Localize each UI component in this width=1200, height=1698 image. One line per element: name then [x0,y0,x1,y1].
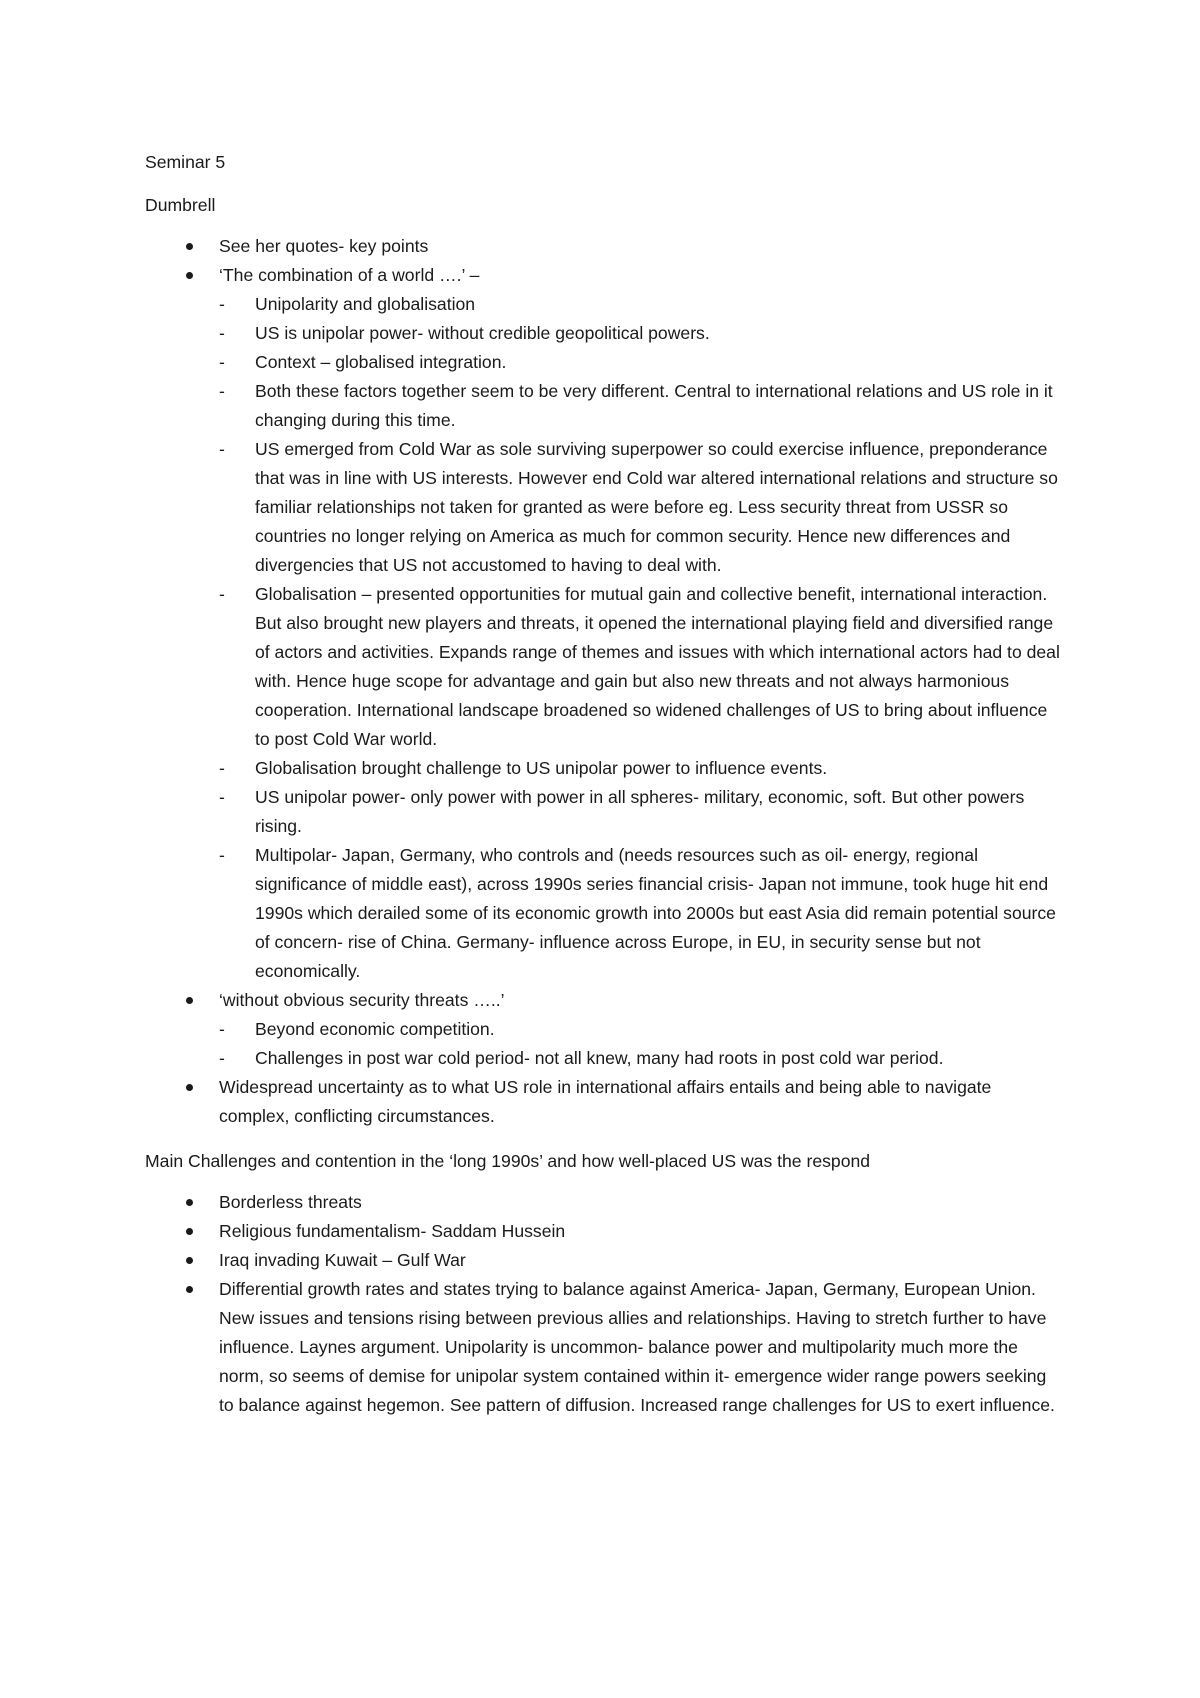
dash-item [219,377,1065,435]
dash-item [219,841,1065,986]
document-subtitle: Dumbrell [145,195,216,215]
bullet-item [145,986,1065,1073]
bullet-item [145,232,1065,261]
bullet-text: Religious fundamentalism- Saddam Hussein [219,1221,566,1241]
dash-marker: - [219,1019,225,1039]
dash-text: US emerged from Cold War as sole surviving superpower so could exercise influence, preponderance that was in line with US interests. However end Cold war altered international relations and structure so familiar relationships not taken for granted as were before eg. Less security threat from USSR so countries no longer relying on America as much for common security. Hence new differences and divergencies that US not accustomed to having to deal with. [255,439,1058,575]
dash-text: Context – globalised integration. [255,352,507,372]
dash-marker: - [219,323,225,343]
bullet-dot-icon [186,1199,193,1206]
dash-marker: - [219,758,225,778]
section2-heading: Main Challenges and contention in the ‘long 1990s’ and how well-placed US was the respond [145,1151,871,1171]
bullet-dot-icon [186,997,193,1004]
dash-marker: - [219,584,225,604]
dash-sublist [219,1015,1065,1073]
dash-marker: - [219,1048,225,1068]
dash-text: Unipolarity and globalisation [255,294,476,314]
document-body [145,148,1065,1436]
dash-marker: - [219,439,225,459]
bullet-dot-icon [186,1286,193,1293]
dash-item [219,1015,1065,1044]
bullet-dot-icon [186,1228,193,1235]
section1-bullet-list [145,232,1065,1131]
dash-text: Both these factors together seem to be very different. Central to international relations and US role in it changing during this time. [255,381,1053,430]
bullet-text: ‘without obvious security threats …..’ [219,990,505,1010]
dash-item [219,1044,1065,1073]
dash-item [219,348,1065,377]
bullet-text: See her quotes- key points [219,236,429,256]
dash-marker: - [219,845,225,865]
dash-marker: - [219,352,225,372]
dash-sublist [219,290,1065,986]
dash-text: US is unipolar power- without credible geopolitical powers. [255,323,710,343]
dash-text: Globalisation brought challenge to US unipolar power to influence events. [255,758,828,778]
bullet-dot-icon [186,1257,193,1264]
bullet-item [145,1073,1065,1131]
dash-marker: - [219,787,225,807]
bullet-dot-icon [186,1084,193,1091]
dash-text: Globalisation – presented opportunities for mutual gain and collective benefit, international interaction. But also brought new players and threats, it opened the international playing field and diversified range of actors and activities. Expands range of themes and issues with which international actors had to deal with. Hence huge scope for advantage and gain but also new threats and not always harmonious cooperation. International landscape broadened so widened challenges of US to bring about influence to post Cold War world. [255,584,1060,749]
bullet-item [145,1275,1065,1420]
bullet-item [145,1188,1065,1217]
bullet-dot-icon [186,243,193,250]
dash-item [219,319,1065,348]
bullet-item [145,1217,1065,1246]
dash-item [219,580,1065,754]
document-title: Seminar 5 [145,152,226,172]
dash-item [219,435,1065,580]
dash-text: Beyond economic competition. [255,1019,495,1039]
dash-text: Challenges in post war cold period- not all knew, many had roots in post cold war period. [255,1048,944,1068]
bullet-text: Widespread uncertainty as to what US role in international affairs entails and being able to navigate complex, conflicting circumstances. [219,1077,992,1126]
dash-marker: - [219,294,225,314]
bullet-dot-icon [186,272,193,279]
dash-text: US unipolar power- only power with power in all spheres- military, economic, soft. But other powers rising. [255,787,1025,836]
dash-item [219,754,1065,783]
bullet-text: Borderless threats [219,1192,362,1212]
bullet-item [145,1246,1065,1275]
bullet-item [145,261,1065,986]
bullet-text: Differential growth rates and states trying to balance against America- Japan, Germany, European Union. New issues and tensions rising between previous allies and relationships. Having to stretch further to have influence. Laynes argument. Unipolarity is uncommon- balance power and multipolarity much more the norm, so seems of demise for unipolar system contained within it- emergence wider range powers seeking to balance against hegemon. See pattern of diffusion. Increased range challenges for US to exert influence. [219,1279,1055,1415]
section2-bullet-list [145,1188,1065,1420]
dash-item [219,783,1065,841]
dash-text: Multipolar- Japan, Germany, who controls and (needs resources such as oil- energy, regional significance of middle east), across 1990s series financial crisis- Japan not immune, took huge hit end 1990s which derailed some of its economic growth into 2000s but east Asia did remain potential source of concern- rise of China. Germany- influence across Europe, in EU, in security sense but not economically. [255,845,1056,981]
bullet-text: Iraq invading Kuwait – Gulf War [219,1250,466,1270]
dash-marker: - [219,381,225,401]
bullet-text: ‘The combination of a world ….’ – [219,265,480,285]
dash-item [219,290,1065,319]
